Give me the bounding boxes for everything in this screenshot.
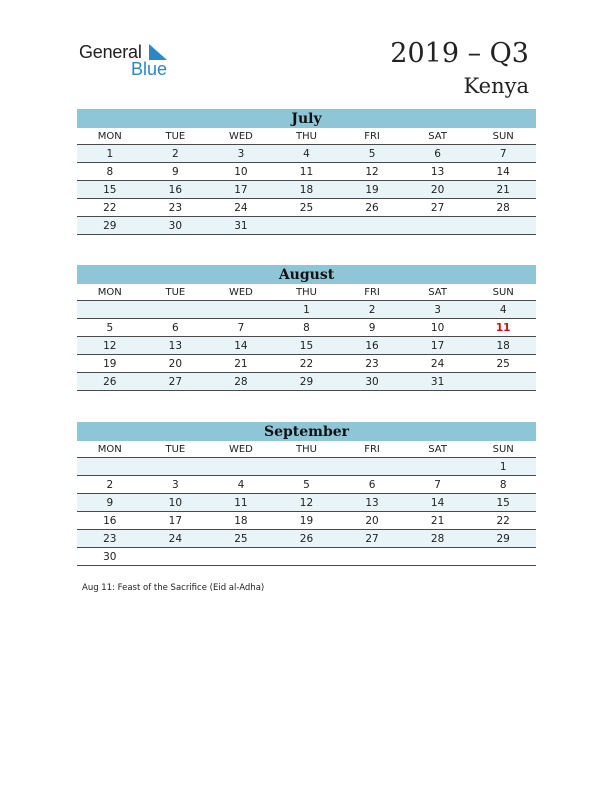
day-cell (405, 458, 471, 476)
day-cell: 3 (405, 301, 471, 319)
day-cell: 29 (77, 217, 143, 235)
day-cell: 25 (208, 530, 274, 548)
day-cell: 17 (143, 512, 209, 530)
day-cell: 2 (143, 145, 209, 163)
week-row (77, 355, 536, 373)
day-cell: 6 (405, 145, 471, 163)
day-cell (405, 548, 471, 566)
weekday-label: THU (274, 284, 340, 301)
day-cell: 10 (405, 319, 471, 337)
weekday-label: FRI (339, 284, 405, 301)
day-cell: 7 (470, 145, 536, 163)
day-cell (405, 217, 471, 235)
day-cell: 1 (470, 458, 536, 476)
day-cell: 4 (470, 301, 536, 319)
day-cell: 3 (143, 476, 209, 494)
day-cell: 13 (143, 337, 209, 355)
day-cell: 8 (470, 476, 536, 494)
day-cell: 21 (405, 512, 471, 530)
day-cell: 6 (339, 476, 405, 494)
day-cell: 23 (339, 355, 405, 373)
weekday-label: WED (208, 441, 274, 458)
day-cell (470, 373, 536, 391)
day-cell (274, 217, 340, 235)
day-cell: 9 (77, 494, 143, 512)
day-cell (339, 217, 405, 235)
weekday-label: TUE (143, 284, 209, 301)
month-block-september (77, 422, 536, 566)
weekday-label: SUN (470, 128, 536, 145)
week-row (77, 530, 536, 548)
day-cell (143, 548, 209, 566)
month-header: August (77, 265, 536, 284)
day-cell: 13 (339, 494, 405, 512)
day-cell: 10 (143, 494, 209, 512)
day-cell: 7 (405, 476, 471, 494)
day-cell: 5 (274, 476, 340, 494)
day-cell: 8 (274, 319, 340, 337)
day-cell: 22 (274, 355, 340, 373)
day-cell (274, 548, 340, 566)
week-row (77, 548, 536, 566)
weekday-label: MON (77, 441, 143, 458)
day-cell: 18 (470, 337, 536, 355)
week-row (77, 458, 536, 476)
day-cell: 5 (339, 145, 405, 163)
day-cell: 9 (143, 163, 209, 181)
weekday-label: TUE (143, 128, 209, 145)
weekday-label: MON (77, 284, 143, 301)
weekday-label: THU (274, 128, 340, 145)
country-name: Kenya (463, 74, 529, 98)
day-cell: 17 (405, 337, 471, 355)
week-row (77, 163, 536, 181)
holiday-day-cell: 11 (470, 319, 536, 337)
day-cell: 12 (77, 337, 143, 355)
weekday-label: SUN (470, 284, 536, 301)
day-cell: 19 (339, 181, 405, 199)
day-cell: 31 (405, 373, 471, 391)
day-cell: 16 (143, 181, 209, 199)
day-cell (77, 458, 143, 476)
week-row (77, 145, 536, 163)
page-title: 2019 – Q3 (390, 38, 529, 69)
weekday-label: SUN (470, 441, 536, 458)
day-cell: 8 (77, 163, 143, 181)
day-cell: 10 (208, 163, 274, 181)
day-cell: 23 (77, 530, 143, 548)
day-cell (208, 548, 274, 566)
weekday-label: SAT (405, 284, 471, 301)
day-cell: 28 (470, 199, 536, 217)
week-row (77, 319, 536, 337)
weekday-label: WED (208, 128, 274, 145)
day-cell: 20 (405, 181, 471, 199)
day-cell (274, 458, 340, 476)
day-cell: 4 (274, 145, 340, 163)
day-cell: 25 (274, 199, 340, 217)
day-cell: 26 (77, 373, 143, 391)
week-row (77, 494, 536, 512)
day-cell (143, 458, 209, 476)
day-cell: 22 (470, 512, 536, 530)
day-cell: 4 (208, 476, 274, 494)
day-cell: 28 (405, 530, 471, 548)
day-cell: 22 (77, 199, 143, 217)
day-cell: 20 (143, 355, 209, 373)
month-block-august (77, 265, 536, 391)
logo (79, 42, 179, 82)
day-cell: 16 (77, 512, 143, 530)
day-cell: 21 (470, 181, 536, 199)
day-cell: 26 (274, 530, 340, 548)
day-cell (470, 548, 536, 566)
day-cell: 25 (470, 355, 536, 373)
month-header: July (77, 109, 536, 128)
week-row (77, 181, 536, 199)
month-block-july (77, 109, 536, 235)
week-row (77, 199, 536, 217)
day-cell (470, 217, 536, 235)
day-cell: 1 (274, 301, 340, 319)
day-cell: 27 (339, 530, 405, 548)
day-cell: 19 (77, 355, 143, 373)
day-cell (339, 548, 405, 566)
day-cell: 21 (208, 355, 274, 373)
day-cell: 15 (470, 494, 536, 512)
day-cell: 23 (143, 199, 209, 217)
day-cell (208, 301, 274, 319)
day-cell: 30 (339, 373, 405, 391)
day-cell: 2 (77, 476, 143, 494)
day-cell: 12 (339, 163, 405, 181)
day-cell: 12 (274, 494, 340, 512)
weekday-label: TUE (143, 441, 209, 458)
week-row (77, 337, 536, 355)
logo-word-blue: Blue (131, 59, 168, 79)
week-row (77, 301, 536, 319)
day-cell: 2 (339, 301, 405, 319)
day-cell: 1 (77, 145, 143, 163)
logo-word-general: General (79, 42, 142, 62)
day-cell (208, 458, 274, 476)
day-cell: 16 (339, 337, 405, 355)
day-cell: 9 (339, 319, 405, 337)
day-cell: 24 (208, 199, 274, 217)
day-cell: 7 (208, 319, 274, 337)
day-cell: 18 (274, 181, 340, 199)
weekday-header-row (77, 441, 536, 458)
day-cell (77, 301, 143, 319)
month-header: September (77, 422, 536, 441)
day-cell (339, 458, 405, 476)
day-cell: 15 (77, 181, 143, 199)
day-cell: 5 (77, 319, 143, 337)
day-cell: 20 (339, 512, 405, 530)
weekday-label: FRI (339, 441, 405, 458)
holiday-note: Aug 11: Feast of the Sacrifice (Eid al-Adha) (82, 583, 265, 593)
weekday-label: FRI (339, 128, 405, 145)
weekday-header-row (77, 128, 536, 145)
day-cell: 29 (470, 530, 536, 548)
day-cell: 3 (208, 145, 274, 163)
day-cell: 17 (208, 181, 274, 199)
weekday-header-row (77, 284, 536, 301)
day-cell: 29 (274, 373, 340, 391)
day-cell: 11 (208, 494, 274, 512)
week-row (77, 476, 536, 494)
day-cell: 30 (77, 548, 143, 566)
day-cell: 28 (208, 373, 274, 391)
day-cell: 18 (208, 512, 274, 530)
day-cell: 30 (143, 217, 209, 235)
month-grid (77, 441, 536, 566)
day-cell: 26 (339, 199, 405, 217)
day-cell: 13 (405, 163, 471, 181)
week-row (77, 217, 536, 235)
day-cell: 24 (405, 355, 471, 373)
day-cell: 27 (405, 199, 471, 217)
day-cell: 24 (143, 530, 209, 548)
day-cell: 14 (405, 494, 471, 512)
day-cell (143, 301, 209, 319)
day-cell: 11 (274, 163, 340, 181)
month-grid (77, 128, 536, 235)
day-cell: 27 (143, 373, 209, 391)
day-cell: 14 (208, 337, 274, 355)
week-row (77, 373, 536, 391)
day-cell: 19 (274, 512, 340, 530)
weekday-label: SAT (405, 128, 471, 145)
day-cell: 15 (274, 337, 340, 355)
weekday-label: WED (208, 284, 274, 301)
weekday-label: MON (77, 128, 143, 145)
week-row (77, 512, 536, 530)
weekday-label: SAT (405, 441, 471, 458)
weekday-label: THU (274, 441, 340, 458)
month-grid (77, 284, 536, 391)
day-cell: 14 (470, 163, 536, 181)
day-cell: 31 (208, 217, 274, 235)
day-cell: 6 (143, 319, 209, 337)
